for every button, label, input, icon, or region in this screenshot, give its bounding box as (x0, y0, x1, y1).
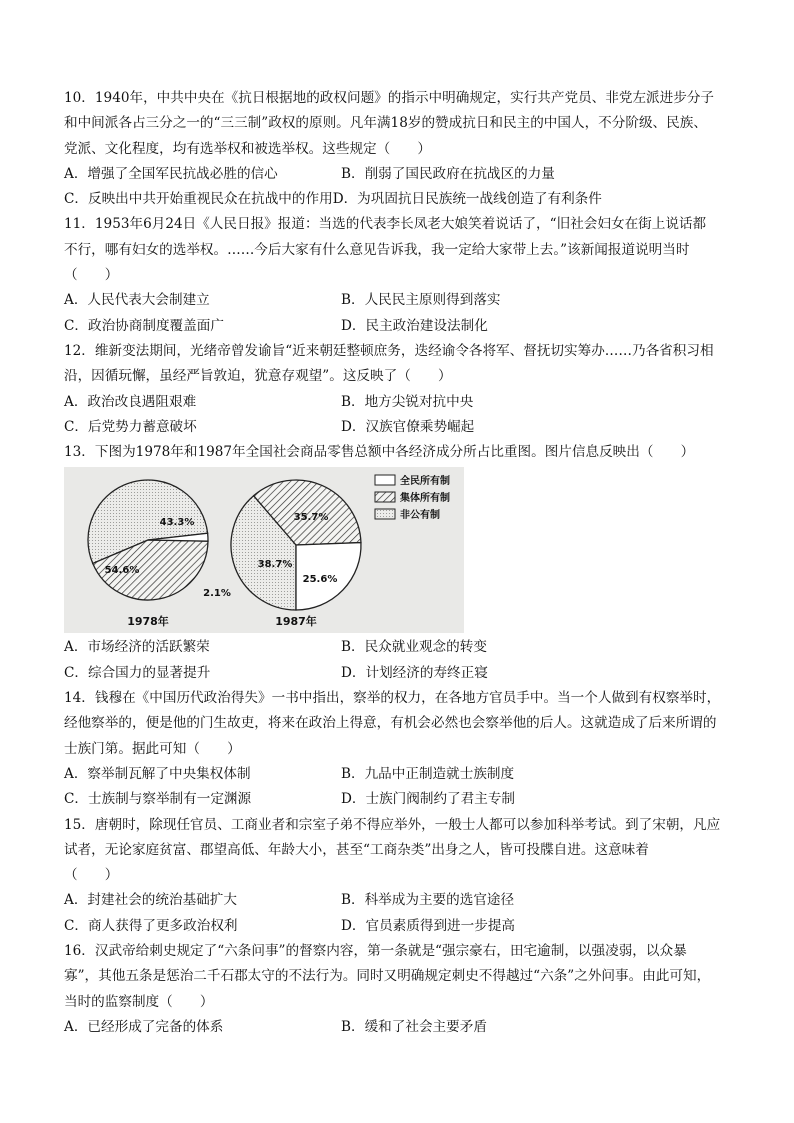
q10-stem-1: 10．1940年，中共中央在《抗日根据地的政权问题》的指示中明确规定，实行共产党员、非党左派进步分子 (64, 90, 715, 106)
q13-options-cd (64, 661, 744, 686)
q12-options-cd (64, 415, 744, 440)
q15-option-b: B．科举成为主要的选官途径 (341, 892, 515, 909)
q12-option-a: A．政治改良遇阻艰难 (64, 393, 197, 410)
q11-option-d: D．民主政治建设法制化 (341, 317, 488, 334)
legend-label-1: 集体所有制 (400, 493, 450, 505)
q14-options-ab (64, 762, 744, 787)
q15-options-cd (64, 914, 744, 939)
q16-stem-2: 寡”，其他五条是惩治二千石郡太守的不法行为。同时又明确规定刺史不得越过“六条”之外问事。由此可知， (64, 968, 711, 985)
q10-stem-2: 和中间派各占三分之一的“三三制”政权的原则。凡年满18岁的赞成抗日和民主的中国人，不分阶级、民族、 (64, 115, 707, 132)
legend-label-0: 全民所有制 (400, 476, 450, 488)
q14-option-c: C．士族制与察举制有一定渊源 (64, 791, 252, 808)
q10-option-d: D．为巩固抗日民族统一战线创造了有利条件 (332, 191, 602, 208)
q11-stem-3: （ ） (64, 267, 119, 284)
q15-option-d: D．官员素质得到进一步提高 (341, 917, 516, 934)
legend-swatch-0 (375, 475, 395, 485)
q10-option-c: C．反映出中共开始重视民众在抗战中的作用 (64, 191, 333, 208)
q12-stem-1: 12．维新变法期间，光绪帝曾发谕旨“近来朝廷整顿庶务，迭经谕令各将军、督抚切实筹办……乃各省积习相 (64, 342, 714, 359)
pie-0-label-1: 43.3% (159, 517, 195, 529)
q16-options-ab (64, 1015, 744, 1040)
q12-option-d: D．汉族官僚乘势崛起 (341, 418, 475, 435)
q15-stem-1: 15．唐朝时，除现任官员、工商业者和宗室子弟不得应举外，一般士人都可以参加科举考试。到了宋朝，凡应 (64, 816, 721, 833)
pie-chart-svg (64, 467, 464, 633)
q15-option-a: A．封建社会的统治基础扩大 (64, 892, 237, 909)
q10-options-cd (64, 187, 744, 212)
q15-stem-3: （ ） (64, 867, 119, 884)
q10-stem-3: 党派、文化程度，均有选举权和被选举权。这些规定（ ） (64, 140, 432, 157)
q12-option-b: B．地方尖锐对抗中央 (341, 393, 474, 410)
pie-1-label-1: 35.7% (293, 512, 329, 524)
q14-option-b: B．九品中正制造就士族制度 (341, 765, 515, 782)
pie-0-label-2: 2.1% (203, 588, 231, 600)
q13-options-ab (64, 635, 744, 660)
q14-stem-2: 经他察举的，便是他的门生故吏，将来在政治上得意，有机会必然也会察举他的后人。这就造成了后来所谓的 (64, 715, 717, 732)
q11-option-c: C．政治协商制度覆盖面广 (64, 317, 224, 334)
q11-option-a: A．人民代表大会制建立 (64, 292, 210, 309)
q11-options-ab (64, 288, 744, 313)
legend-swatch-2 (375, 509, 395, 519)
q14-stem-1: 14．钱穆在《中国历代政治得失》一书中指出，察举的权力，在各地方官员手中。当一个人做到有权察举时， (64, 690, 721, 707)
q14-options-cd (64, 787, 744, 812)
q16-stem-3: 当时的监察制度（ ） (64, 993, 214, 1010)
q16-option-a: A．已经形成了完备的体系 (64, 1018, 224, 1035)
pie-chart-figure (64, 467, 464, 633)
q16-option-b: B．缓和了社会主要矛盾 (341, 1018, 487, 1035)
q12-option-c: C．后党势力蓄意破坏 (64, 418, 197, 435)
q15-option-c: C．商人获得了更多政治权利 (64, 917, 238, 934)
q13-option-c: C．综合国力的显著提升 (64, 664, 211, 681)
q16-stem-1: 16．汉武帝给刺史规定了“六条问事”的督察内容，第一条就是“强宗豪右，田宅逾制，以强凌弱，以众暴 (64, 943, 687, 960)
q12-options-ab (64, 390, 744, 415)
q14-option-d: D．士族门阀制约了君主专制 (341, 791, 516, 808)
q11-stem-2: 不行，哪有妇女的选举权。……今后大家有什么意见告诉我，我一定给大家带上去。”该新闻报道说明当时 (64, 241, 690, 258)
q13-option-a: A．市场经济的活跃繁荣 (64, 639, 210, 656)
legend-swatch-1 (375, 492, 395, 502)
pie-1-label-2: 25.6% (302, 574, 338, 586)
q10-option-b: B．削弱了国民政府在抗战区的力量 (341, 165, 555, 182)
q15-stem-2: 试者，无论家庭贫富、郡望高低、年龄大小，甚至“工商杂类”出身之人，皆可投牒自进。这意味着 (64, 841, 649, 858)
pie-1-title: 1987年 (275, 615, 317, 629)
q13-stem-1: 13．下图为1978年和1987年全国社会商品零售总额中各经济成分所占比重图。图片信息反映出（ ） (64, 444, 695, 461)
q11-stem-1: 11．1953年6月24日《人民日报》报道：当选的代表李长凤老大娘笑着说话了，“旧社会妇女在街上说话都 (64, 216, 707, 233)
q14-stem-3: 士族门第。据此可知（ ） (64, 740, 241, 757)
legend-label-2: 非公有制 (400, 510, 440, 522)
q11-option-b: B．人民民主原则得到落实 (341, 292, 501, 309)
q14-option-a: A．察举制瓦解了中央集权体制 (64, 765, 251, 782)
q15-options-ab (64, 888, 744, 913)
q12-stem-2: 沿，因循玩懈，虽经严旨敦迫，犹意存观望”。这反映了（ ） (64, 368, 452, 385)
pie-0-label-0: 54.6% (104, 565, 140, 577)
q11-options-cd (64, 314, 744, 339)
exam-page (64, 86, 744, 1040)
q13-option-d: D．计划经济的寿终正寝 (341, 664, 488, 681)
q10-option-a: A．增强了全国军民抗战必胜的信心 (64, 165, 278, 182)
q13-option-b: B．民众就业观念的转变 (341, 639, 487, 656)
q10-options-ab (64, 162, 744, 187)
pie-1-label-0: 38.7% (257, 559, 293, 571)
pie-0-title: 1978年 (127, 615, 169, 629)
